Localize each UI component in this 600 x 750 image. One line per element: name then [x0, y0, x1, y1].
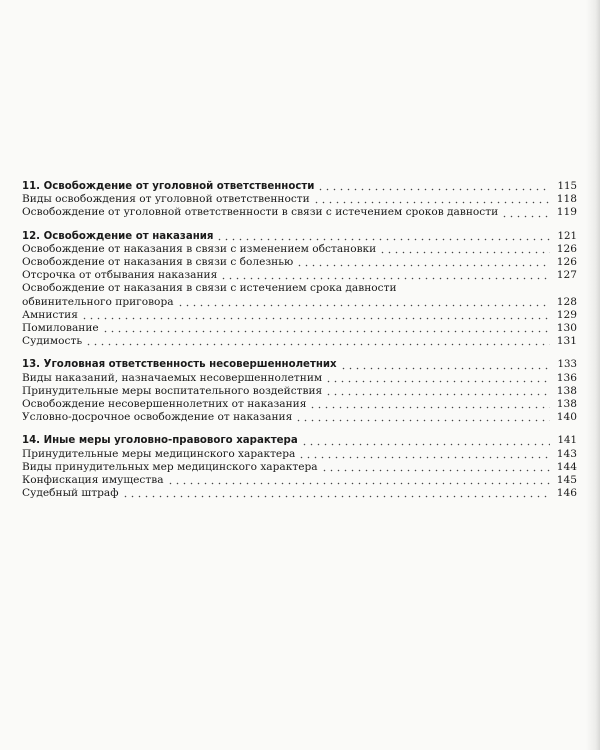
- leader-dots: [220, 277, 550, 280]
- toc-entry-title: Судебный штраф: [22, 487, 119, 500]
- toc-page-number: 121: [557, 230, 577, 242]
- toc-entry-title: обвинительного приговора: [22, 295, 174, 308]
- leader-dots: [325, 393, 550, 396]
- leader-dots: [296, 264, 550, 267]
- leader-dots: [295, 419, 550, 422]
- toc-entry-title: Освобождение от наказания в связи с болезнью: [22, 256, 294, 269]
- toc-section-13: [22, 358, 577, 424]
- toc-page-number: 140: [556, 411, 577, 424]
- toc-entry[interactable]: [22, 448, 577, 461]
- leader-dots: [122, 495, 550, 498]
- toc-entry[interactable]: [22, 474, 577, 487]
- toc-heading-11[interactable]: [22, 180, 577, 193]
- toc-page-number: 128: [556, 295, 577, 308]
- toc-page-number: 138: [556, 384, 577, 397]
- toc-entry[interactable]: [22, 461, 577, 474]
- page-edge-shadow: [586, 0, 600, 750]
- toc-entry-title-line1: Освобождение от наказания в связи с истечением срока давности: [22, 282, 397, 295]
- toc-entry[interactable]: [22, 322, 577, 335]
- leader-dots: [313, 201, 550, 204]
- toc-page-number: 129: [556, 308, 577, 321]
- toc-entry-title: Освобождение от уголовной ответственности в связи с истечением сроков давности: [22, 206, 499, 219]
- toc-entry-title: Отсрочка от отбывания наказания: [22, 269, 218, 282]
- toc-entry[interactable]: [22, 487, 577, 500]
- table-of-contents: [22, 180, 577, 510]
- toc-entry-title: Виды наказаний, назначаемых несовершеннолетним: [22, 371, 323, 384]
- toc-entry[interactable]: [22, 398, 577, 411]
- toc-entry[interactable]: [22, 335, 577, 348]
- toc-entry-title: Принудительные меры медицинского характера: [22, 447, 296, 460]
- toc-page-number: 145: [556, 474, 577, 487]
- toc-entry-title: Виды освобождения от уголовной ответственности: [22, 193, 310, 206]
- toc-entry[interactable]: [22, 193, 577, 206]
- leader-dots: [298, 456, 550, 459]
- toc-entry-title: Амнистия: [22, 308, 78, 321]
- leader-dots: [301, 443, 550, 446]
- leader-dots: [167, 482, 550, 485]
- toc-page-number: 138: [556, 398, 577, 411]
- toc-entry[interactable]: [22, 309, 577, 322]
- leader-dots: [317, 188, 550, 191]
- toc-page-number: 143: [556, 447, 577, 460]
- toc-section-14: [22, 434, 577, 500]
- leader-dots: [102, 330, 550, 333]
- toc-page-number: 115: [557, 181, 577, 192]
- toc-page-number: 141: [557, 435, 577, 447]
- toc-entry-line2: [22, 296, 577, 309]
- toc-heading-title: 13. Уголовная ответственность несовершеннолетних: [22, 359, 337, 371]
- toc-page-number: 119: [556, 206, 577, 219]
- toc-entry-title: Конфискация имущества: [22, 474, 164, 487]
- toc-entry-title: Условно-досрочное освобождение от наказания: [22, 411, 293, 424]
- toc-entry-title: Освобождение от наказания в связи с изменением обстановки: [22, 242, 377, 255]
- toc-heading-title: 11. Освобождение от уголовной ответственности: [22, 181, 315, 192]
- leader-dots: [321, 469, 550, 472]
- toc-page-number: 131: [556, 335, 577, 348]
- leader-dots: [309, 406, 550, 409]
- toc-page-number: 126: [556, 256, 577, 269]
- leader-dots: [501, 215, 550, 218]
- toc-entry-title: Судимость: [22, 335, 83, 348]
- toc-page-number: 118: [556, 193, 577, 206]
- leader-dots: [325, 380, 550, 383]
- toc-entry-multiline[interactable]: [22, 282, 577, 308]
- toc-entry-title: Виды принудительных мер медицинского характера: [22, 460, 318, 473]
- toc-entry[interactable]: [22, 411, 577, 424]
- toc-entry[interactable]: [22, 269, 577, 282]
- toc-page-number: 146: [556, 487, 577, 500]
- leader-dots: [81, 317, 550, 320]
- toc-heading-title: 12. Освобождение от наказания: [22, 230, 214, 242]
- toc-entry-title: Помилование: [22, 322, 99, 335]
- toc-page-number: 130: [556, 322, 577, 335]
- toc-entry[interactable]: [22, 385, 577, 398]
- toc-entry[interactable]: [22, 206, 577, 219]
- toc-page-number: 127: [556, 269, 577, 282]
- toc-page-number: 144: [556, 460, 577, 473]
- toc-page-number: 136: [556, 371, 577, 384]
- leader-dots: [85, 343, 550, 346]
- toc-section-12: [22, 230, 577, 349]
- leader-dots: [177, 304, 550, 307]
- toc-entry-title: Освобождение несовершеннолетних от наказания: [22, 398, 307, 411]
- leader-dots: [379, 251, 550, 254]
- toc-entry[interactable]: [22, 243, 577, 256]
- toc-heading-13[interactable]: [22, 358, 577, 371]
- toc-heading-14[interactable]: [22, 434, 577, 447]
- toc-heading-12[interactable]: [22, 230, 577, 243]
- leader-dots: [216, 238, 550, 241]
- toc-section-11: [22, 180, 577, 220]
- toc-entry[interactable]: [22, 256, 577, 269]
- toc-heading-title: 14. Иные меры уголовно-правового характера: [22, 435, 298, 447]
- leader-dots: [340, 367, 550, 370]
- toc-page-number: 133: [557, 359, 577, 371]
- toc-entry-title: Принудительные меры воспитательного воздействия: [22, 384, 323, 397]
- toc-entry[interactable]: [22, 372, 577, 385]
- toc-page-number: 126: [556, 242, 577, 255]
